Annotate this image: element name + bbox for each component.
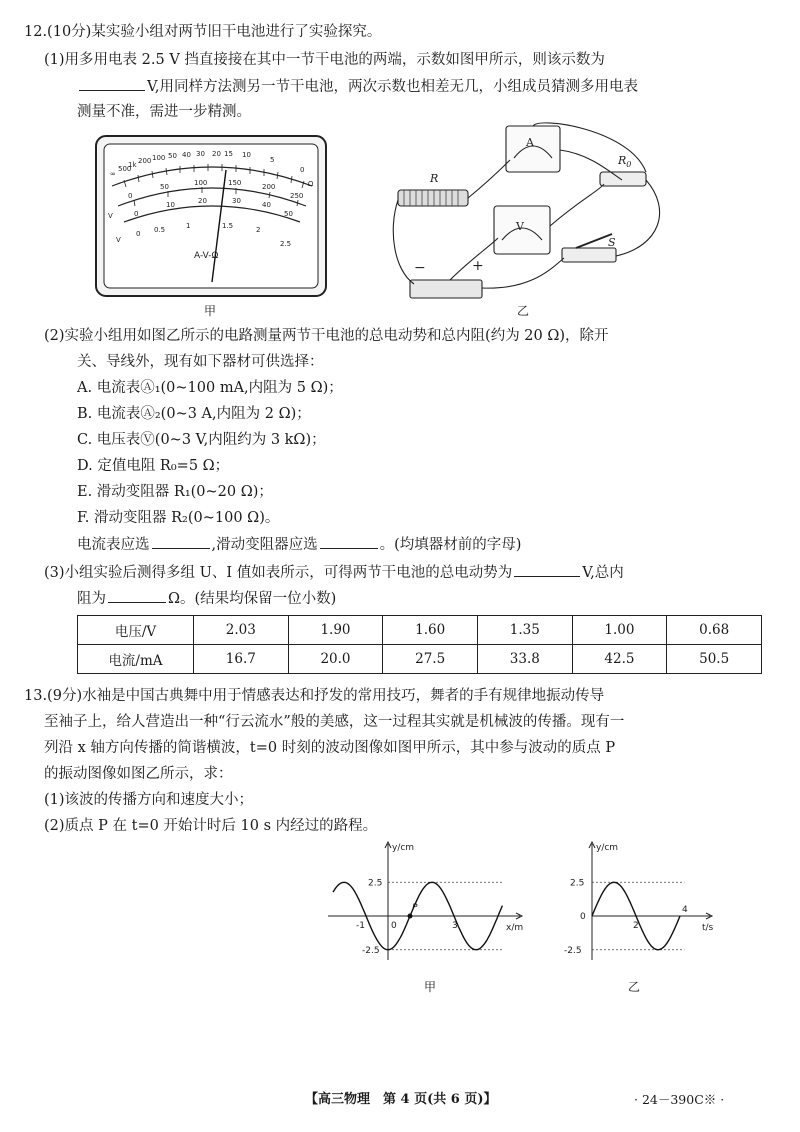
- option-d: D. 定值电阻 R₀=5 Ω；: [77, 458, 230, 474]
- meter-function-label: A-V-Ω: [194, 251, 219, 261]
- data-table: [77, 615, 762, 674]
- q12-p2-ask: 电流表应选 ,滑动变阻器应选 。(均填器材前的字母): [77, 534, 521, 555]
- table-cell: 1.35: [477, 616, 572, 645]
- wave-x-axis-label: x/m: [506, 923, 524, 933]
- switch-lever: [576, 234, 612, 248]
- mid-scale2-label: 50: [284, 210, 293, 218]
- table-cell: 33.8: [477, 645, 572, 674]
- table-cell: 27.5: [383, 645, 478, 674]
- table-cell: 20.0: [288, 645, 383, 674]
- mid-scale2-label: 20: [198, 197, 207, 205]
- top-scale-label: 10: [242, 151, 251, 159]
- table-cell: 2.03: [194, 616, 289, 645]
- table-cell: 0.68: [667, 616, 762, 645]
- option-b: B. 电流表Ⓐ₂(0~3 A,内阻为 2 Ω)；: [77, 406, 311, 422]
- wave-x-tick-label: 0: [391, 921, 397, 931]
- left-mark: V: [108, 212, 113, 220]
- table-cell: 42.5: [572, 645, 667, 674]
- vib-y-tick-label: -2.5: [564, 945, 582, 956]
- answer-blank-rheostat[interactable]: [320, 534, 378, 549]
- table-cell: 50.5: [667, 645, 762, 674]
- battery-plus-label: +: [472, 258, 484, 274]
- top-scale-label: 50: [168, 152, 177, 160]
- page-footer: 【高三物理 第 4 页(共 6 页)】: [305, 1092, 497, 1107]
- voltmeter-label: V: [516, 220, 524, 233]
- rheostat-label: R: [430, 172, 439, 185]
- left-mark: V: [116, 236, 121, 244]
- option-a: A. 电流表Ⓐ₁(0~100 mA,内阻为 5 Ω)；: [77, 380, 343, 396]
- low-scale-label: 2.5: [280, 240, 292, 248]
- ohm-unit-label: Ω: [308, 180, 314, 188]
- mid-scale2-label: 0: [134, 210, 139, 218]
- wire: [393, 200, 414, 284]
- vib-x-tick-label: 4: [682, 905, 688, 915]
- figure-caption-wave: 甲: [424, 980, 437, 994]
- q12-p3-line2: 阻为 Ω。(结果均保留一位小数): [77, 588, 336, 609]
- vibration-graph: [560, 838, 720, 970]
- mid-scale-label: 50: [160, 183, 169, 191]
- point-p-marker: [408, 914, 413, 919]
- answer-blank-resistance[interactable]: [108, 588, 166, 603]
- q12-p3-line1: (3)小组实验后测得多组 U、I 值如表所示，可得两节干电池的总电动势为 V,总内: [44, 562, 624, 583]
- q13-line2: 至袖子上，给人营造出一种“行云流水”般的美感，这一过程其实就是机械波的传播。现有一: [44, 714, 625, 730]
- top-scale-label: 1k: [128, 161, 137, 169]
- option-c: C. 电压表Ⓥ(0~3 V,内阻约为 3 kΩ)；: [77, 432, 326, 448]
- top-scale-label: 200: [138, 157, 152, 165]
- low-scale-label: 2: [256, 226, 261, 234]
- q12-p2-line1: (2)实验小组用如图乙所示的电路测量两节干电池的总电动势和总内阻(约为 20 Ω)，除开: [44, 328, 609, 344]
- figure-caption-yi: 乙: [517, 304, 530, 318]
- table-cell: 1.00: [572, 616, 667, 645]
- q12-heading: 12.(10分)某实验小组对两节旧干电池进行了实验探究。: [24, 24, 382, 40]
- vib-x-axis-label: t/s: [702, 923, 714, 933]
- q13-line3: 列沿 x 轴方向传播的简谐横波，t=0 时刻的波动图像如图甲所示，其中参与波动的质点 P: [44, 740, 616, 756]
- wire: [616, 180, 660, 256]
- mid-scale-label: 200: [262, 183, 276, 191]
- wave-y-axis-label: y/cm: [392, 843, 415, 853]
- ammeter-label: A: [526, 136, 534, 149]
- mid-scale2-label: 40: [262, 201, 271, 209]
- q12-p1-line3: 测量不准，需进一步精测。: [77, 104, 251, 120]
- top-scale-label: 500: [118, 165, 132, 173]
- q13-line4: 的振动图像如图乙所示，求：: [44, 766, 233, 782]
- table-cell: 1.90: [288, 616, 383, 645]
- table-row: [78, 616, 762, 645]
- wire: [482, 258, 564, 288]
- row-header-current: 电流/mA: [78, 645, 194, 674]
- option-e: E. 滑动变阻器 R₁(0~20 Ω)；: [77, 484, 273, 500]
- mid-scale2-label: 30: [232, 197, 241, 205]
- point-p-label: P: [412, 903, 418, 913]
- fixed-resistor-r0: [600, 172, 646, 186]
- wave-x-tick-label: -1: [356, 921, 365, 931]
- ammeter-body: [506, 126, 560, 172]
- table-cell: 16.7: [194, 645, 289, 674]
- q13-line6: (2)质点 P 在 t=0 开始计时后 10 s 内经过的路程。: [44, 818, 378, 834]
- switch-base: [562, 248, 616, 262]
- top-scale-label: 20: [212, 150, 221, 158]
- option-f: F. 滑动变阻器 R₂(0~100 Ω)。: [77, 510, 280, 526]
- mid-scale-label: 0: [128, 192, 133, 200]
- top-scale-label: 5: [270, 156, 275, 164]
- battery-minus-label: −: [414, 260, 426, 276]
- q13-line1: 13.(9分)水袖是中国古典舞中用于情感表达和抒发的常用技巧，舞者的手有规律地振动传导: [24, 688, 605, 704]
- mid-scale-label: 250: [290, 192, 304, 200]
- wave-x-tick-label: 3: [452, 921, 458, 931]
- vib-y-tick-label: 0: [580, 912, 586, 922]
- row-header-voltage: 电压/V: [78, 616, 194, 645]
- q13-line5: (1)该波的传播方向和速度大小；: [44, 792, 254, 808]
- answer-blank-emf[interactable]: [514, 562, 580, 577]
- r0-label: $R_0$: [618, 154, 632, 169]
- top-scale-label: 100: [152, 154, 166, 162]
- wave-y-tick-label: -2.5: [362, 945, 380, 956]
- answer-blank-1[interactable]: [79, 76, 145, 91]
- top-scale-label: ∞: [110, 170, 116, 178]
- figure-caption-vib: 乙: [628, 980, 641, 994]
- circuit-figure: [390, 120, 680, 310]
- low-scale-label: 0.5: [154, 226, 166, 234]
- figure-caption-jia: 甲: [204, 304, 217, 318]
- table-cell: 1.60: [383, 616, 478, 645]
- wave-graph: [320, 838, 540, 970]
- low-scale-label: 1.5: [222, 222, 234, 230]
- wire: [550, 184, 604, 226]
- mid-scale-label: 100: [194, 179, 208, 187]
- q12-p1-line2: V,用同样方法测另一节干电池，两次示数也相差无几，小组成员猜测多用电表: [77, 76, 638, 97]
- low-scale-label: 0: [136, 230, 141, 238]
- vib-y-tick-label: 2.5: [570, 878, 585, 889]
- top-scale-label: 15: [224, 150, 233, 158]
- q12-p2-line2: 关、导线外，现有如下器材可供选择：: [77, 354, 324, 370]
- low-scale-label: 1: [186, 222, 191, 230]
- switch-label: S: [608, 236, 616, 249]
- table-row: [78, 645, 762, 674]
- wire: [468, 160, 510, 198]
- multimeter-figure: [94, 134, 334, 304]
- q12-p1-line1: (1)用多用电表 2.5 V 挡直接接在其中一节干电池的两端，示数如图甲所示，则该示数为: [44, 52, 605, 68]
- battery-holder: [410, 280, 482, 298]
- rheostat-r: [398, 190, 468, 206]
- wave-y-tick-label: 2.5: [368, 878, 383, 889]
- vib-y-axis-label: y/cm: [596, 843, 619, 853]
- mid-scale-label: 150: [228, 179, 242, 187]
- top-scale-label: 30: [196, 150, 205, 158]
- mid-scale2-label: 10: [166, 201, 175, 209]
- vib-x-tick-label: 2: [633, 921, 639, 931]
- answer-blank-ammeter[interactable]: [152, 534, 210, 549]
- top-scale-label: 0: [300, 166, 305, 174]
- exam-code: · 24－390C※ ·: [634, 1092, 725, 1107]
- top-scale-label: 40: [182, 151, 191, 159]
